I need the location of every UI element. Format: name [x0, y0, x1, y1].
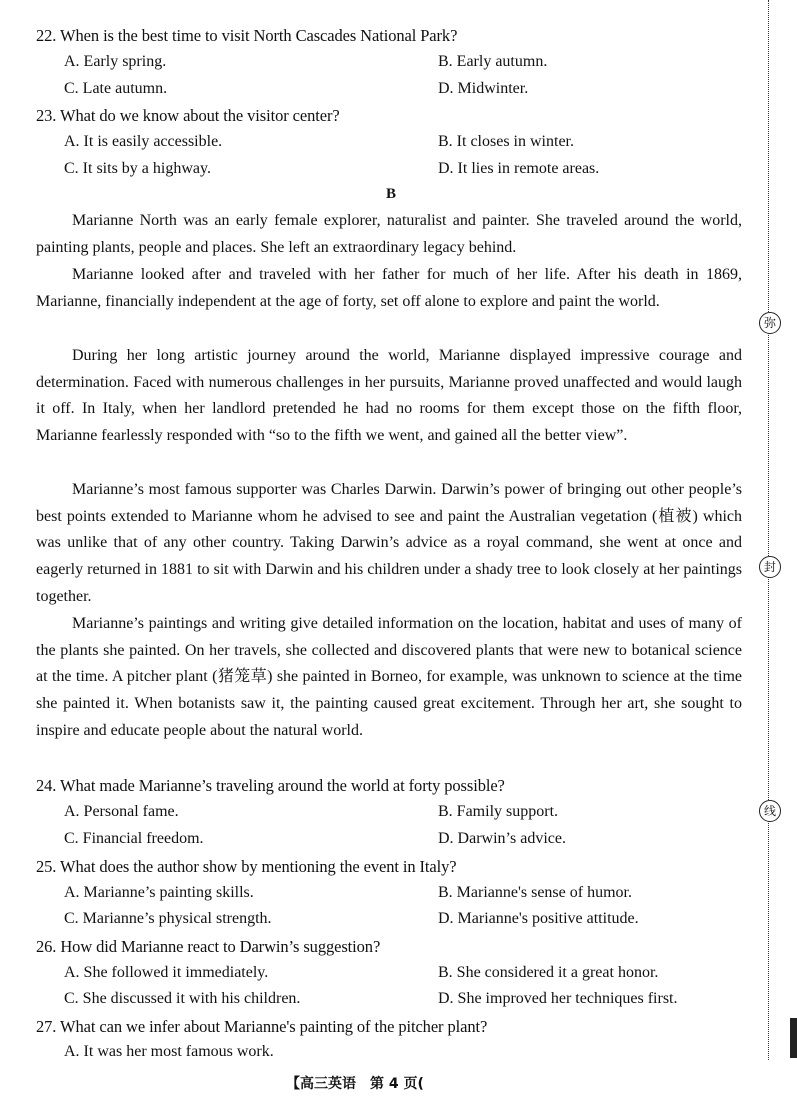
- q23-option-c: C. It sits by a highway.: [64, 160, 211, 177]
- question-24: 24. What made Marianne’s traveling around the world at forty possible?: [36, 776, 505, 795]
- seal-feng-icon: 封: [759, 556, 781, 578]
- q26-option-c: C. She discussed it with his children.: [64, 990, 301, 1007]
- passage-paragraph-2: Marianne looked after and traveled with her father for much of her life. After his death in 1869, Marianne, financially independent at the age of forty, set off alone to explore and paint the world.: [36, 266, 742, 310]
- q25-option-d: D. Marianne's positive attitude.: [438, 910, 639, 927]
- q22-option-c: C. Late autumn.: [64, 80, 168, 97]
- q24-option-a: A. Personal fame.: [64, 803, 179, 820]
- binding-dotted-line: [768, 0, 769, 1060]
- section-heading: B: [386, 186, 397, 202]
- page-footer: 【高三英语 第 4 页(: [286, 1076, 424, 1092]
- question-26: 26. How did Marianne react to Darwin’s suggestion?: [36, 937, 381, 956]
- q26-option-a: A. She followed it immediately.: [64, 964, 269, 981]
- question-25: 25. What does the author show by mentioning the event in Italy?: [36, 857, 457, 876]
- q22-option-a: A. Early spring.: [64, 53, 167, 70]
- q24-option-d: D. Darwin’s advice.: [438, 830, 566, 847]
- q23-option-b: B. It closes in winter.: [438, 133, 574, 150]
- q23-option-a: A. It is easily accessible.: [64, 133, 223, 150]
- passage-paragraph-5: Marianne’s paintings and writing give detailed information on the location, habitat and uses of many of the plants she painted. On her travels, she collected and discovered plants that were new to botanical science at the time. A pitcher plant (猪笼草) she painted in Borneo, for example, was unknown to science at the time she painted it. When botanists saw it, the painting caused great excitement. Through her art, she sought to inspire and educate people about the natural world.: [36, 615, 742, 739]
- q22-option-b: B. Early autumn.: [438, 53, 548, 70]
- q25-option-c: C. Marianne’s physical strength.: [64, 910, 272, 927]
- passage-paragraph-4: Marianne’s most famous supporter was Charles Darwin. Darwin’s power of bringing out other people’s best points extended to Marianne whom he advised to see and paint the Australian vegetation (植被) which was unlike that of any other country. Taking Darwin’s advice as a royal command, she went at once and eagerly returned in 1881 to sit with Darwin and his children under a shady tree to look closely at her paintings together.: [36, 481, 742, 605]
- seal-mi-icon: 弥: [759, 312, 781, 334]
- q26-option-d: D. She improved her techniques first.: [438, 990, 678, 1007]
- q25-option-a: A. Marianne’s painting skills.: [64, 884, 254, 901]
- q24-option-b: B. Family support.: [438, 803, 559, 820]
- q26-option-b: B. She considered it a great honor.: [438, 964, 659, 981]
- q27-option-a: A. It was her most famous work.: [64, 1043, 274, 1060]
- passage-paragraph-3: During her long artistic journey around the world, Marianne displayed impressive courage and determination. Faced with numerous challenges in her pursuits, Marianne proved unaffected and would laugh it off. In Italy, when her landlord pretended he had no rooms for them except those on the fifth floor, Marianne fearlessly responded with “so to the fifth we went, and gained all the better view”.: [36, 347, 742, 445]
- q22-option-d: D. Midwinter.: [438, 80, 529, 97]
- seal-xian-icon: 线: [759, 800, 781, 822]
- q24-option-c: C. Financial freedom.: [64, 830, 204, 847]
- question-23: 23. What do we know about the visitor center?: [36, 106, 340, 125]
- q23-option-d: D. It lies in remote areas.: [438, 160, 600, 177]
- q25-option-b: B. Marianne's sense of humor.: [438, 884, 632, 901]
- question-27: 27. What can we infer about Marianne's painting of the pitcher plant?: [36, 1017, 488, 1036]
- question-22: 22. When is the best time to visit North Cascades National Park?: [36, 26, 458, 45]
- page-edge-mark: [790, 1018, 797, 1058]
- passage-paragraph-1: Marianne North was an early female explorer, naturalist and painter. She traveled around the world, painting plants, people and places. She left an extraordinary legacy behind.: [36, 212, 742, 256]
